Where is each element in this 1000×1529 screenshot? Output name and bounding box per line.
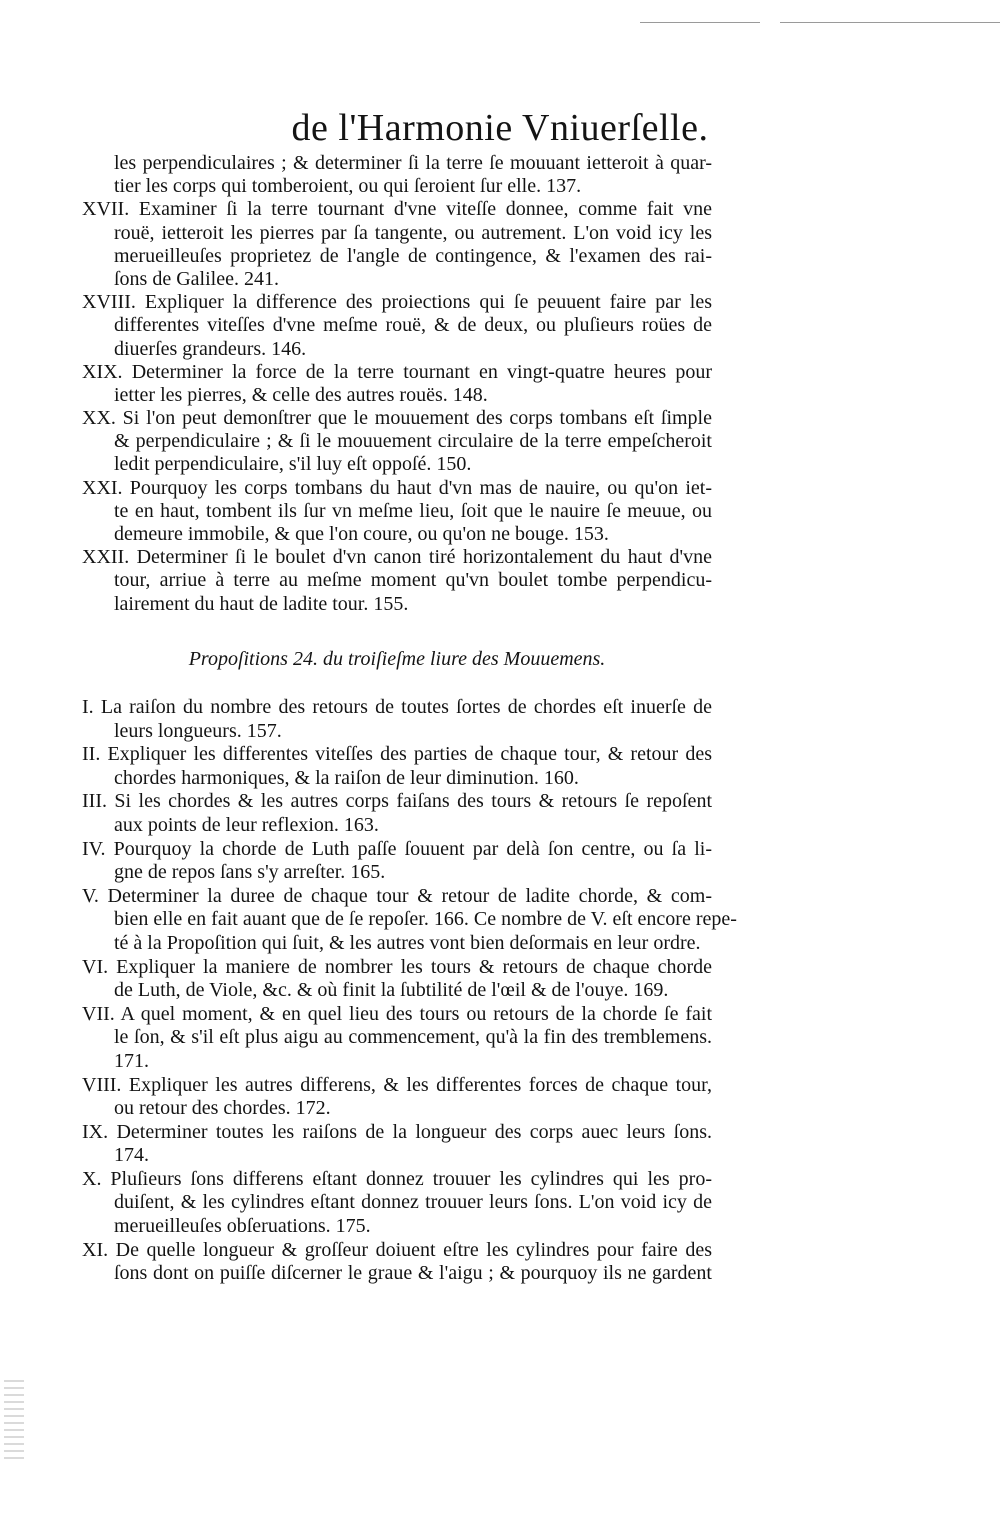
text-line: demeure immobile, & que l'on coure, ou qu'on ne bouge. 153. [114,523,609,545]
text-line: rouë, ietteroit les pierres par ſa tangente, ou autrement. L'on void icy les [114,221,712,244]
text-line: XXII. Determiner ſi le boulet d'vn canon tiré horizontalement du haut d'vne [82,546,712,569]
text-line: les perpendiculaires ; & determiner ſi la terre ſe mouuant ietteroit à quar- [114,152,712,174]
text-line: leurs longueurs. 157. [114,719,282,742]
text-line: ietter les pierres, & celle des autres rouës. 148. [114,383,488,406]
text-line: ſons de Galilee. 241. [114,267,279,290]
text-line: XXI. Pourquoy les corps tombans du haut d'vn mas de nauire, ou qu'on iet- [82,476,712,499]
text-line: bien elle en fait auant que de ſe repoſer. 166. Ce nombre de V. eſt encore repe- [114,908,737,931]
text-line: ſons dont on puiſſe diſcerner le graue & l'aigu ; & pourquoy ils ne gardent [114,1262,712,1285]
toc-section-2 [82,696,737,1286]
text-line: ledit perpendiculaire, s'il luy eſt oppoſé. 150. [114,453,472,476]
text-line: ou retour des chordes. 172. [114,1097,331,1120]
margin-speckles [4,1380,24,1460]
text-line: 174. [114,1144,149,1167]
text-line: lairement du haut de ladite tour. 155. [114,592,409,615]
text-line: I. La raiſon du nombre des retours de toutes ſortes de chordes eſt inuerſe de [82,696,712,718]
text-line: 171. [114,1049,149,1072]
text-line: V. Determiner la duree de chaque tour & retour de ladite chorde, & com- [82,884,712,907]
text-line: VI. Expliquer la maniere de nombrer les tours & retours de chaque chorde [82,955,712,978]
text-line: te en haut, tombent ils ſur vn meſme lieu, ſoit que le nauire ſe meuue, ou [114,499,712,522]
running-header: de l'Harmonie Vniuerſelle. [291,107,709,149]
top-rule-left [640,22,760,23]
text-line: merueilleuſes proprietez de l'angle de contingence, & l'examen des rai- [114,244,712,267]
text-line: tour, arriue à terre au meſme moment qu'vn boulet tombe perpendicu- [114,569,712,592]
text-line: duiſent, & les cylindres eſtant donnez trouuer leurs ſons. L'on void icy de [114,1191,712,1214]
text-line: VIII. Expliquer les autres differens, & les differentes forces de chaque tour, [82,1073,712,1096]
text-line: merueilleuſes obſeruations. 175. [114,1215,371,1238]
text-line: diuerſes grandeurs. 146. [114,337,307,360]
text-line: III. Si les chordes & les autres corps faiſans des tours & retours ſe repoſent [82,790,712,813]
text-line: XIX. Determiner la force de la terre tournant en vingt-quatre heures pour [82,360,712,383]
toc-section-1 [82,152,712,616]
text-line: gne de repos ſans s'y arreſter. 165. [114,861,386,884]
text-line: & perpendiculaire ; & ſi le mouuement circulaire de la terre empeſcheroit [114,430,712,453]
top-rule-right [780,22,1000,23]
text-line: XI. De quelle longueur & groſſeur doiuent eſtre les cylindres pour faire des [82,1238,712,1261]
text-line: aux points de leur reflexion. 163. [114,813,379,836]
text-line: XVIII. Expliquer la difference des proiections qui ſe peuuent faire par les [82,291,712,314]
text-line: té à la Propoſition qui ſuit, & les autres vont bien deſormais en leur ordre. [114,931,701,954]
text-line: II. Expliquer les differentes viteſſes des parties de chaque tour, & retour des [82,743,712,766]
text-line: XX. Si l'on peut demonſtrer que le mouuement des corps tombans eſt ſimple [82,407,712,430]
text-line: X. Pluſieurs ſons differens eſtant donnez trouuer les cylindres qui les pro- [82,1167,712,1190]
text-line: le ſon, & s'il eſt plus aigu au commencement, qu'à la fin des tremblemens. [114,1026,712,1049]
text-line: XVII. Examiner ſi la terre tournant d'vne viteſſe donnee, comme fait vne [82,198,712,221]
text-line: differentes viteſſes d'vne meſme rouë, & de deux, ou pluſieurs roües de [114,314,712,337]
text-line: VII. A quel moment, & en quel lieu des tours ou retours de la chorde ſe fait [82,1002,712,1025]
text-line: tier les corps qui tomberoient, ou qui ſeroient ſur elle. 137. [114,175,582,198]
section-subheading: Propoſitions 24. du troiſieſme liure des Mouuemens. [188,648,606,670]
text-line: de Luth, de Viole, &c. & où finit la ſubtilité de l'œil & de l'ouye. 169. [114,979,669,1002]
text-line: IV. Pourquoy la chorde de Luth paſſe ſouuent par delà ſon centre, ou ſa li- [82,837,712,860]
text-line: IX. Determiner toutes les raiſons de la longueur des corps auec leurs ſons. [82,1120,712,1143]
text-line: chordes harmoniques, & la raiſon de leur diminution. 160. [114,766,579,789]
